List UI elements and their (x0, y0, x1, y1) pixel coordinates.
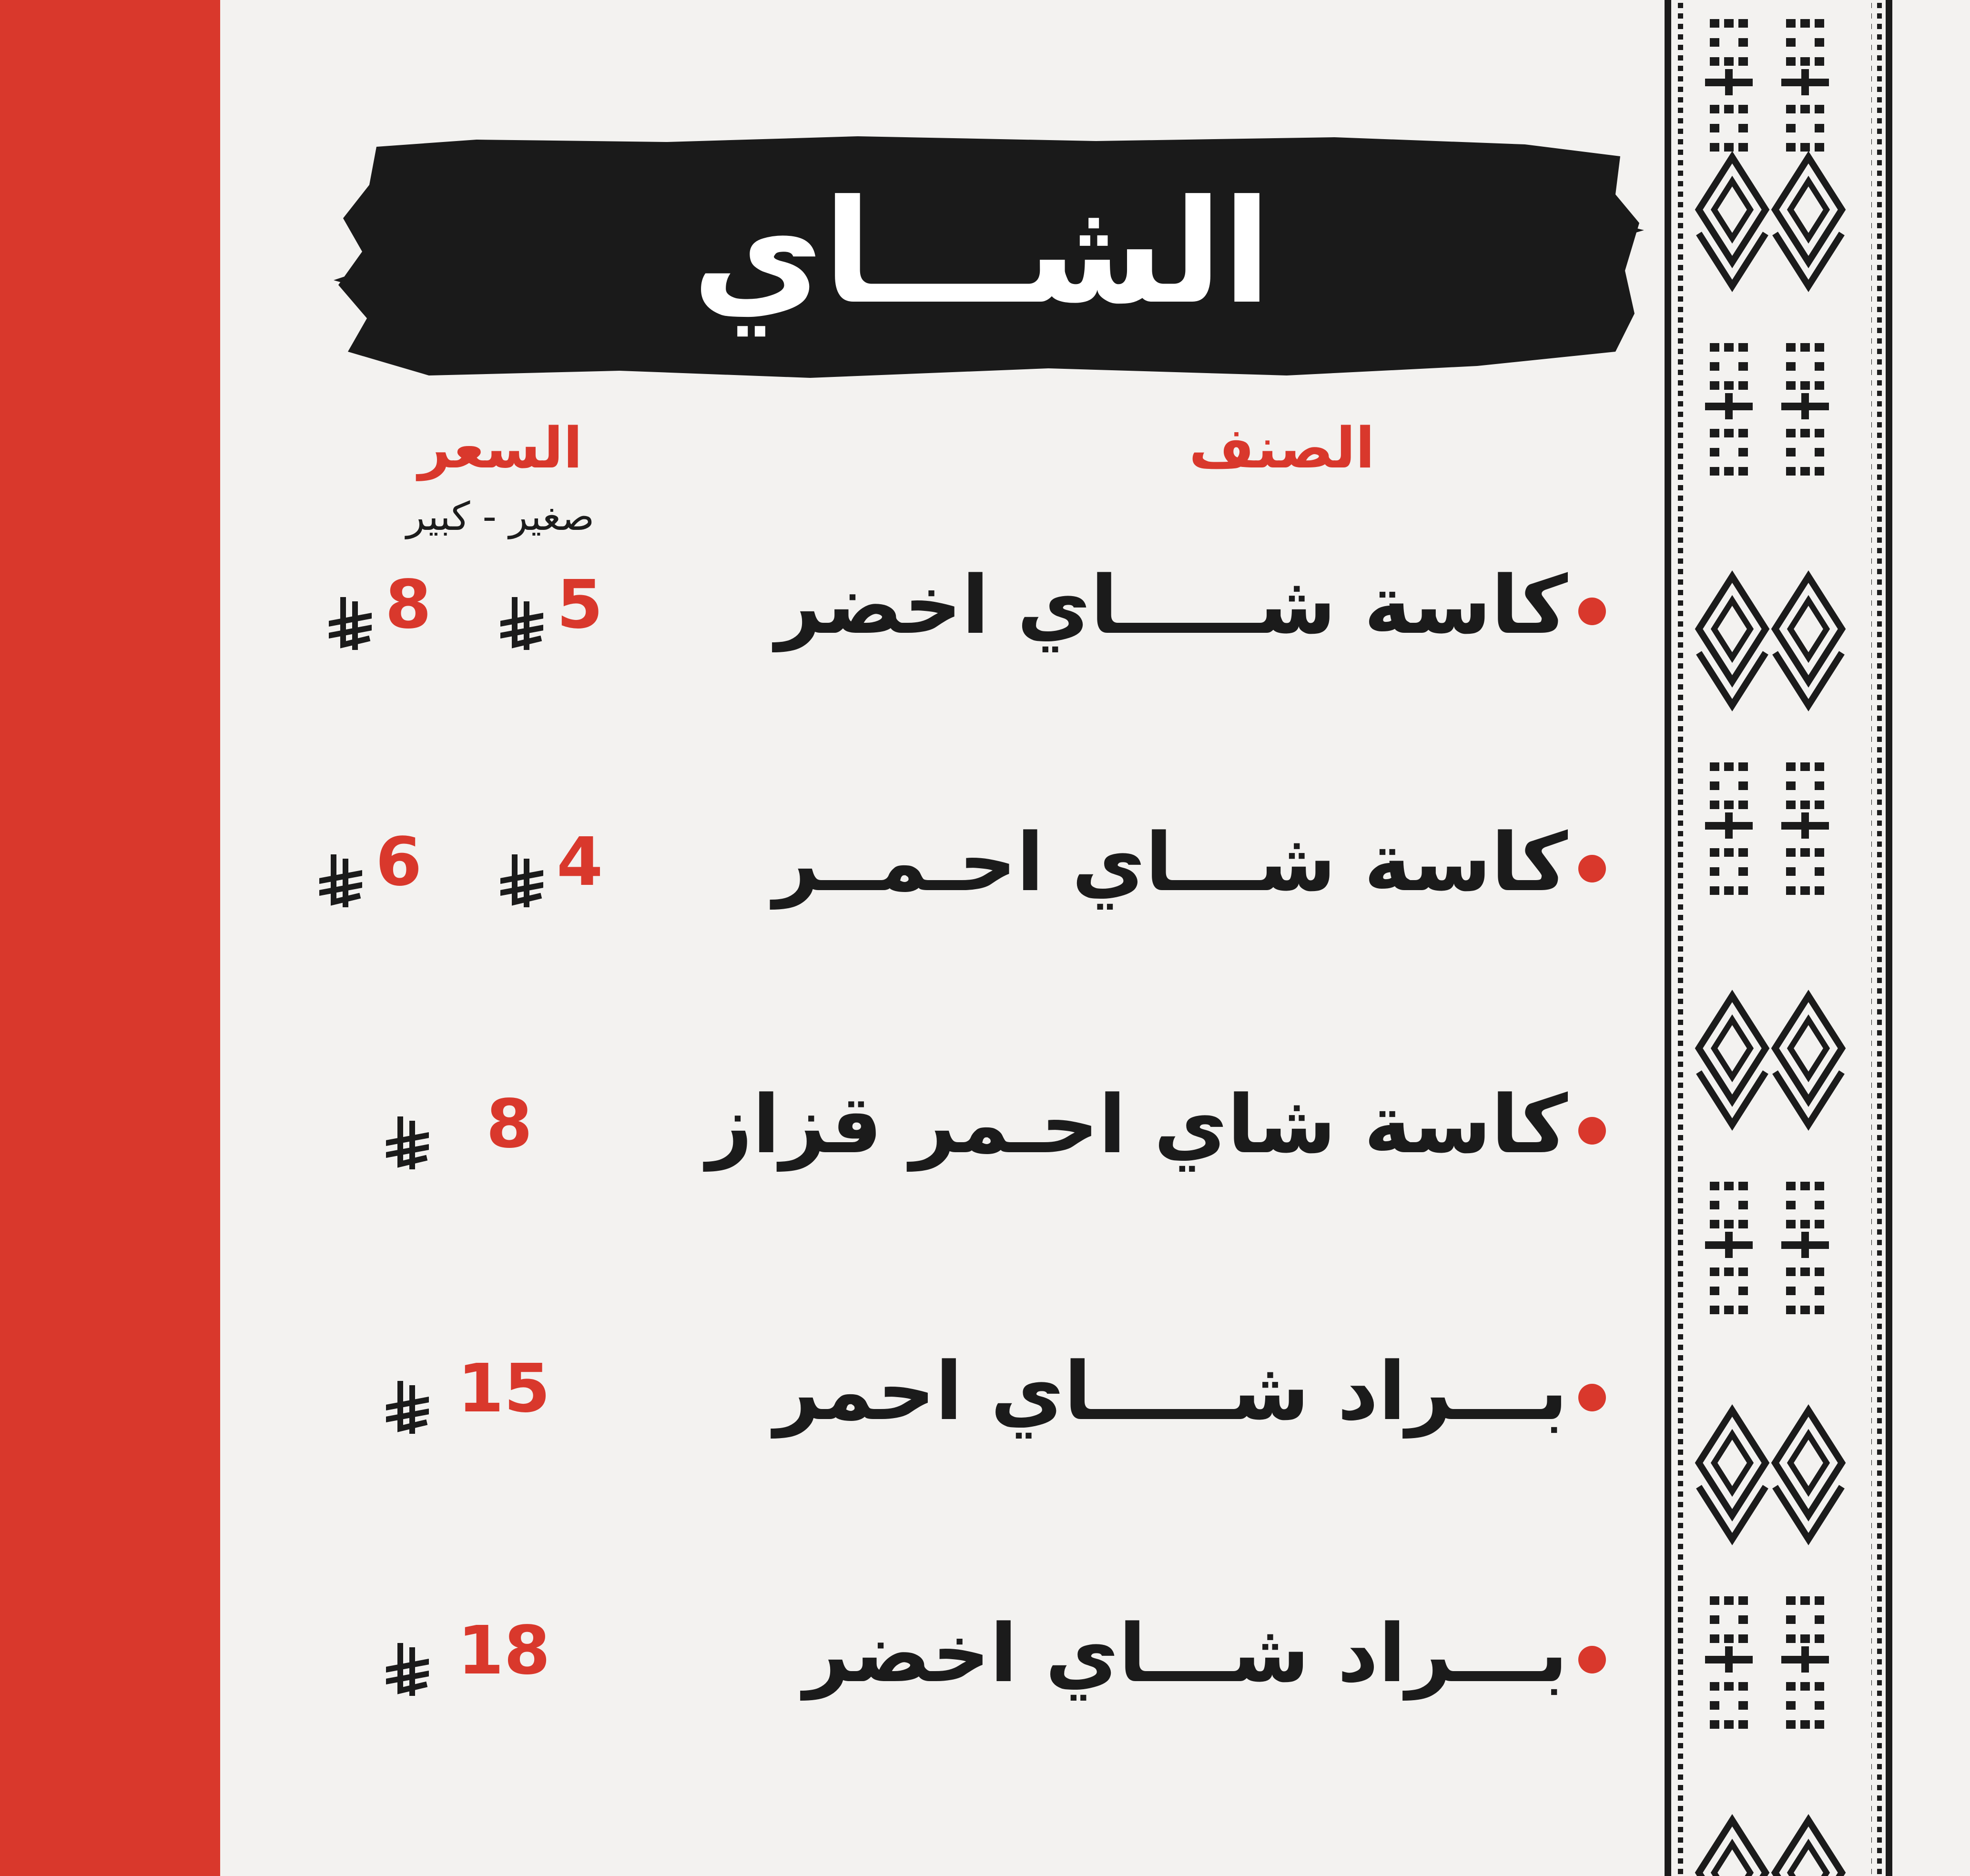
menu-item-row (667, 543, 1625, 667)
price-large: 8 (329, 558, 431, 653)
menu-item-row (667, 801, 1625, 924)
red-side-strip (0, 0, 220, 1876)
bullet-icon (1578, 598, 1606, 625)
menu-item-row (667, 1592, 1625, 1715)
menu-item-row (667, 1329, 1625, 1453)
item-name: بـــراد شـــــاي احمر (774, 1345, 1568, 1438)
menu-title: الشـــاي (692, 169, 1271, 335)
item-column-header: الصنف (1189, 415, 1375, 481)
size-labels: صغير - كبير (406, 494, 595, 539)
price: 18 (386, 1603, 550, 1699)
bullet-icon (1578, 1384, 1606, 1411)
riyal-symbol-icon (319, 854, 362, 912)
price: 15 (386, 1341, 550, 1437)
bullet-icon (1578, 1646, 1606, 1673)
riyal-symbol-icon (386, 1643, 429, 1700)
item-name: كاسة شـــاي احـمــر (773, 816, 1568, 909)
riyal-symbol-icon (386, 1381, 429, 1438)
riyal-symbol-icon (500, 597, 543, 654)
riyal-symbol-icon (329, 597, 372, 654)
price-column-header: السعر (418, 415, 583, 481)
price-small: 4 (500, 815, 603, 910)
menu-item-row (667, 1063, 1625, 1186)
bullet-icon (1578, 1117, 1606, 1145)
decorative-border-pattern (1665, 0, 1892, 1876)
bullet-icon (1578, 855, 1606, 882)
riyal-symbol-icon (500, 854, 543, 912)
price: 8 (386, 1077, 532, 1172)
item-name: بـــراد شـــاي اخضر (803, 1607, 1568, 1700)
price-small: 5 (500, 558, 603, 653)
item-name: كاسة شـــــاي اخضر (775, 558, 1568, 652)
price-large: 6 (319, 815, 422, 910)
item-name: كاسة شاي احـمر قزاز (706, 1078, 1568, 1171)
riyal-symbol-icon (386, 1116, 429, 1174)
